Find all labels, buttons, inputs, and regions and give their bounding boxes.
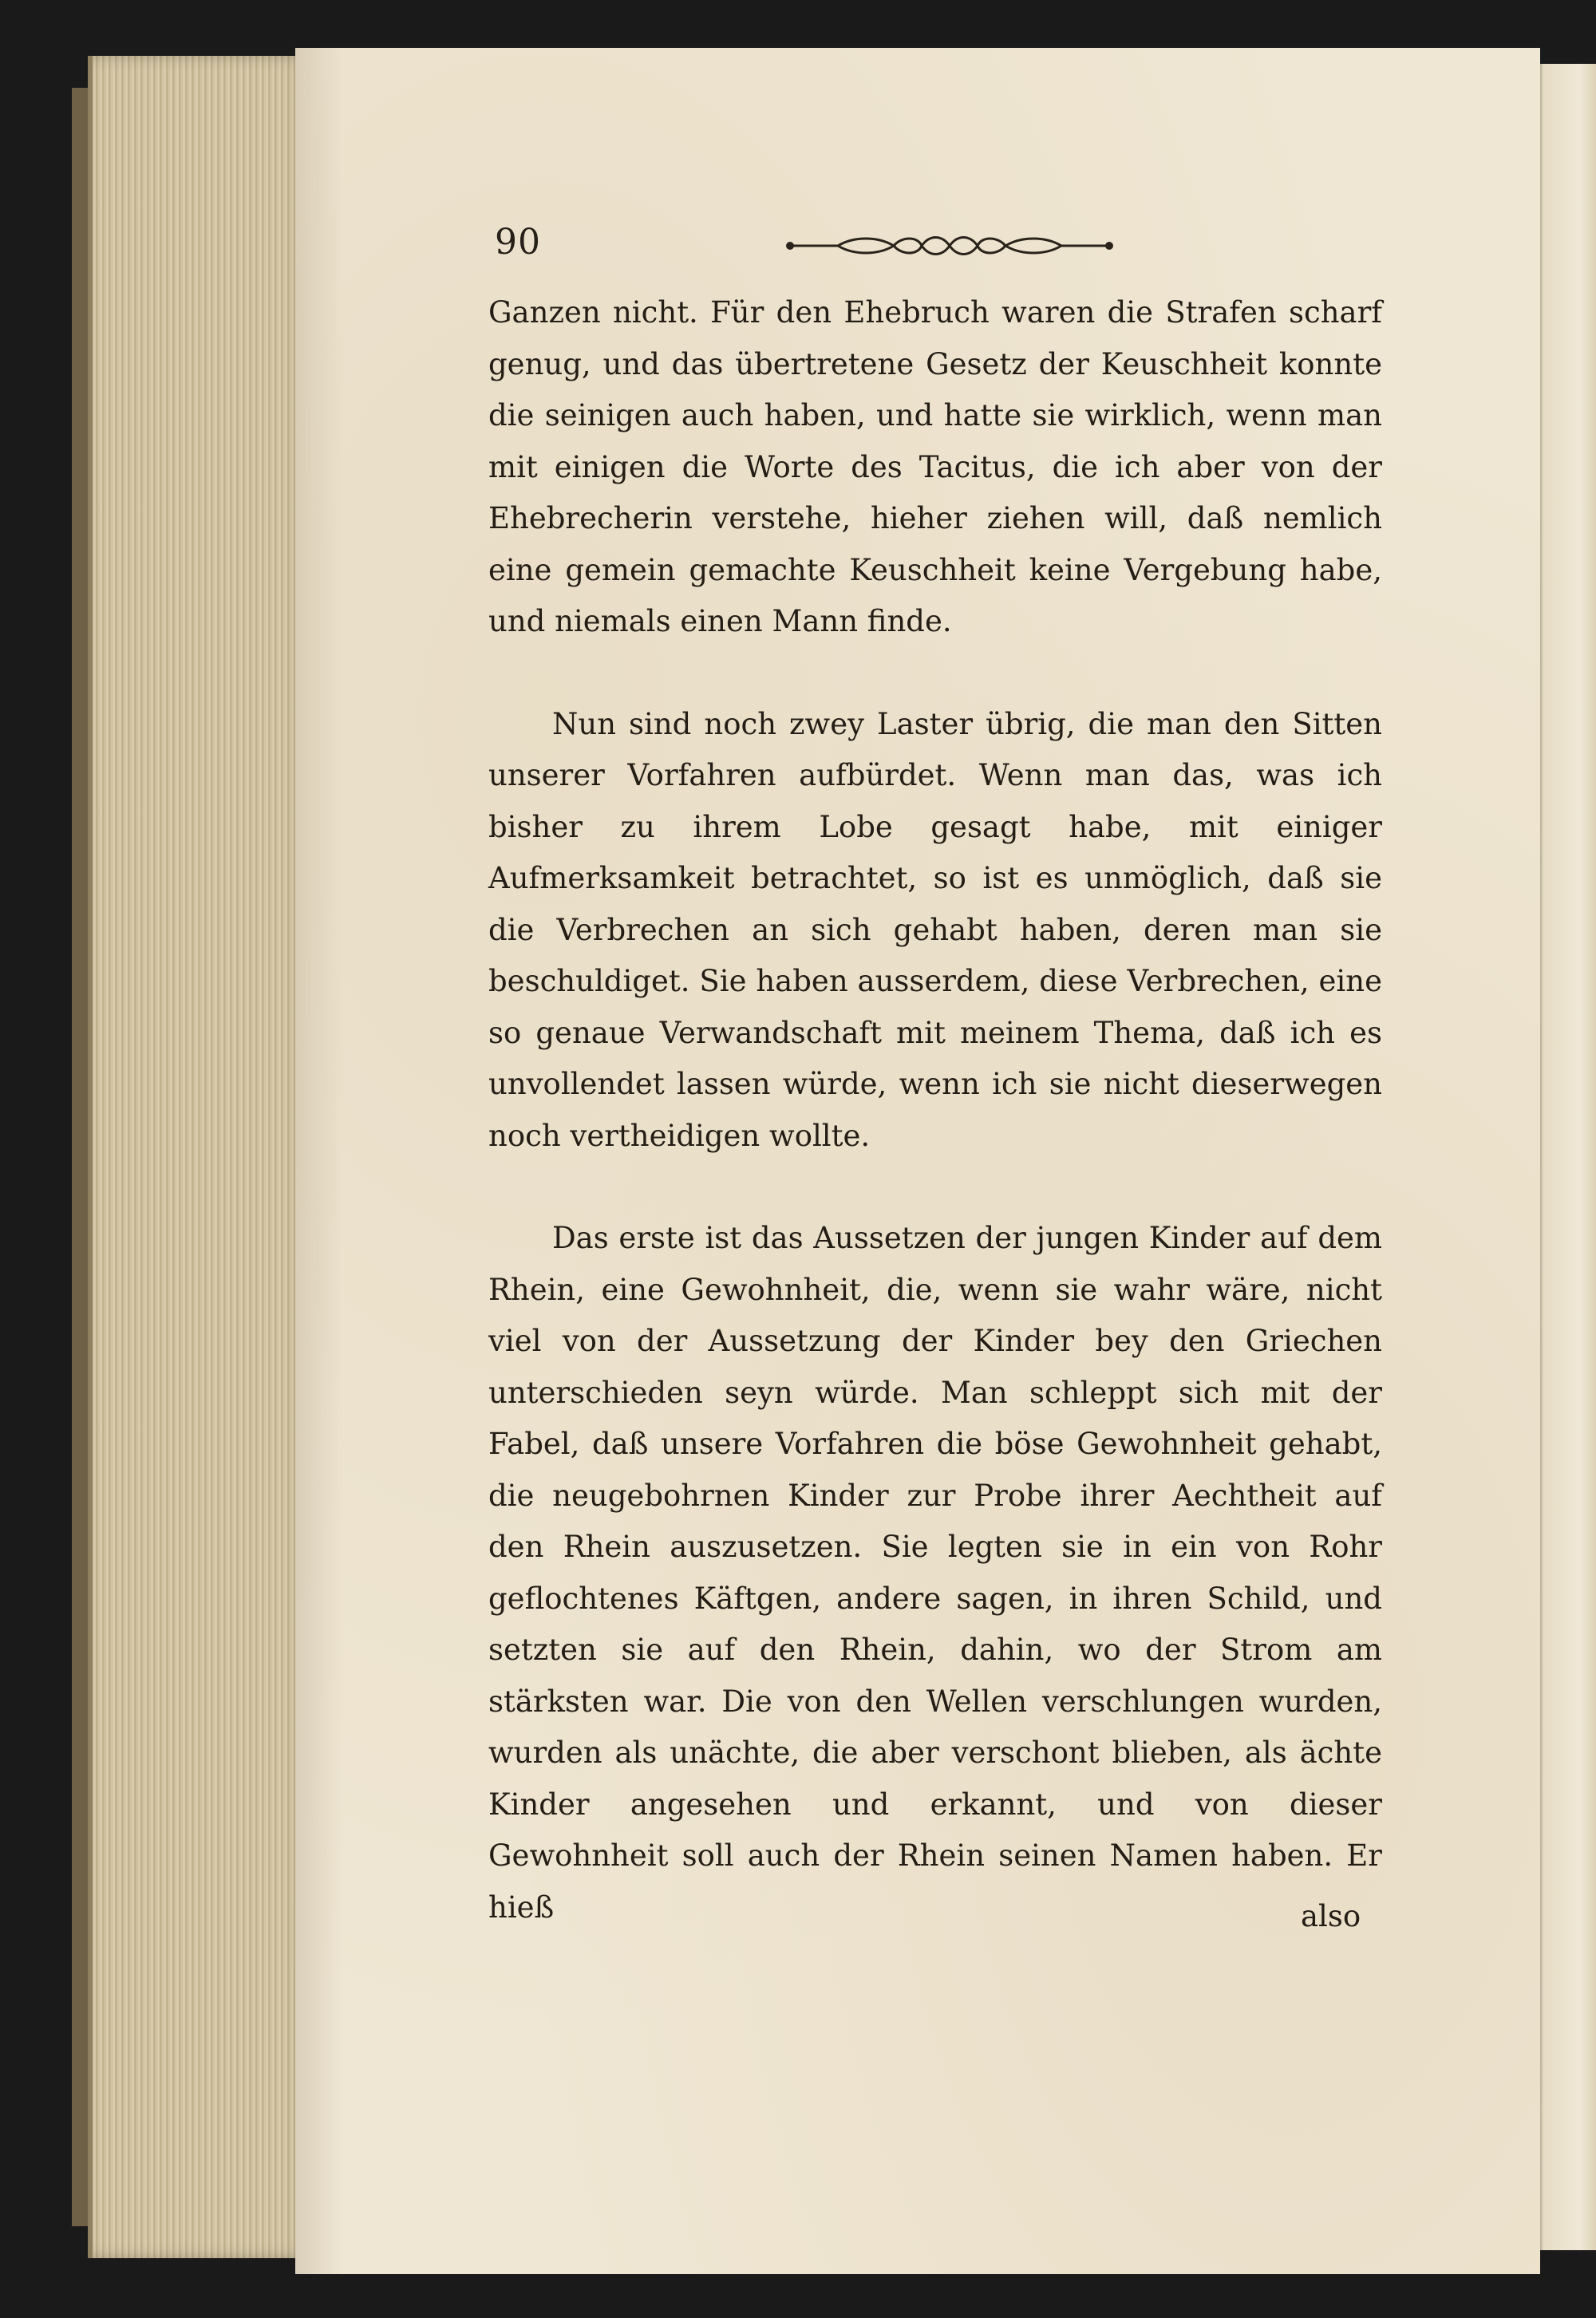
paragraph-2: Nun sind noch zwey Laster übrig, die man den Sitten unserer Vorfahren aufbürdet. Wenn man das, was ich bisher zu ihrem Lobe gesagt habe, mit einiger Aufmerksamkeit betrachtet, so ist es unmöglich, daß sie die Verbrechen an sich gehabt haben, deren man sie beschuldiget. Sie haben ausserdem, diese Verbrechen, eine so genaue Verwandschaft mit meinem Thema, daß ich es unvollendet lassen würde, wenn ich sie nicht dieserwegen noch vertheidigen wollte. (488, 706, 1382, 1153)
paragraph-gap (488, 648, 1382, 699)
body-text (488, 287, 1382, 1933)
page-header (495, 222, 1381, 270)
paragraph-1: Ganzen nicht. Für den Ehebruch waren die Strafen scharf genug, und das übertretene Gesetz der Keuschheit konnte die seinigen auch haben, und hatte sie wirklich, wenn man mit einigen die Worte des Tacitus, die ich aber von der Ehebrecherin verstehe, hieher ziehen will, daß nemlich eine gemein gemachte Keuschheit keine Vergebung habe, und niemals einen Mann finde. (488, 295, 1382, 638)
scroll-ornament-icon (782, 230, 1117, 262)
page-number: 90 (495, 222, 541, 263)
paragraph-3: Das erste ist das Aussetzen der jungen Kinder auf dem Rhein, eine Gewohnheit, die, wenn sie wahr wäre, nicht viel von der Aussetzung der Kinder bey den Griechen unterschieden seyn würde. Man schleppt sich mit der Fabel, daß unsere Vorfahren die böse Gewohnheit gehabt, die neugebohrnen Kinder zur Probe ihrer Aechtheit auf den Rhein auszusetzen. Sie legten sie in ein von Rohr geflochtenes Käftgen, andere sagen, in ihren Schild, und setzten sie auf den Rhein, dahin, wo der Strom am stärksten war. Die von den Wellen verschlungen wurden, wurden als unächte, die aber verschont blieben, als ächte Kinder angesehen und erkannt, und von dieser Gewohnheit soll auch der Rhein seinen Namen haben. Er hieß (488, 1221, 1382, 1925)
catchword: also (1301, 1899, 1361, 1933)
paragraph-gap (488, 1162, 1382, 1213)
facing-page-edge (1532, 64, 1596, 2250)
page-stack-edge (88, 56, 308, 2258)
